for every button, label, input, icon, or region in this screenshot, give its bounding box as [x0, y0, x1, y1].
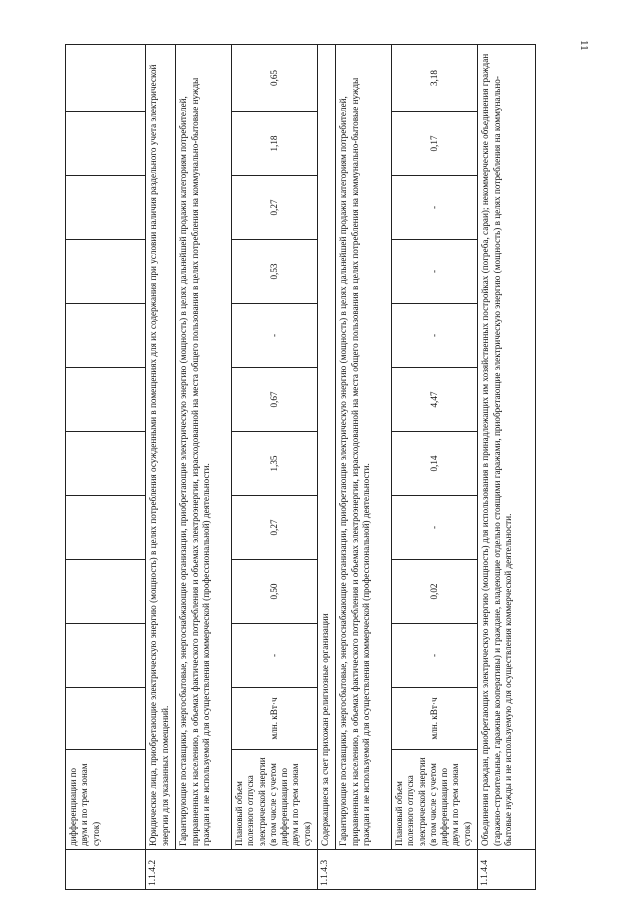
- section-title-row: [318, 45, 336, 890]
- section-title-row: [146, 45, 176, 890]
- value-cell: 0,67: [232, 368, 318, 432]
- value-cell: 0,17: [392, 112, 478, 176]
- value-cell: -: [392, 240, 478, 304]
- document-page: [65, 45, 555, 890]
- value-cell: -: [392, 624, 478, 688]
- section-code: 1.1.4.2: [146, 850, 318, 890]
- value-cell: -: [392, 304, 478, 368]
- value-cell: 3,18: [392, 45, 478, 112]
- section-code: 1.1.4.4: [478, 850, 536, 890]
- value-cell: 1,18: [232, 112, 318, 176]
- unit-cell: млн. кВт·ч: [392, 688, 478, 750]
- value-cell: 0,50: [232, 560, 318, 624]
- section-subtitle: Гарантирующие поставщики, энергосбытовые, энергоснабжающие организации, приобретающие электрическую энергию (мощность) в целях дальнейшей продажи категориям потребителей, приравненных к населению, в объемах фактического потребления и объемах электроэнергии, израсходованной на места общего пользования в целях потребления на коммунально-бытовые нужды граждан и не используемой для осуществления коммерческой (профессиональной) деятельности.: [176, 45, 232, 850]
- value-cell: -: [392, 176, 478, 240]
- unit-cell: млн. кВт·ч: [232, 688, 318, 750]
- section-title: Юридические лица, приобретающие электрическую энергию (мощность) в целях потребления осужденными в помещениях для их содержания при условии наличия раздельного учета электрической энергии для указанных помещений.: [146, 45, 176, 850]
- value-cell: 0,27: [232, 176, 318, 240]
- value-cell: 0,14: [392, 432, 478, 496]
- value-cell: 0,53: [232, 240, 318, 304]
- value-cell: 0,27: [232, 496, 318, 560]
- section-title: Содержащиеся за счет прихожан религиозные организации: [318, 45, 336, 850]
- section-title-row: [478, 45, 536, 890]
- row-label: Плановый объем полезного отпуска электрической энергии (в том числе с учетом дифференциации по двум и по трем зонам суток): [232, 750, 318, 850]
- section-subtitle: Гарантирующие поставщики, энергосбытовые, энергоснабжающие организации, приобретающие электрическую энергию (мощность) в целях дальнейшей продажи категориям потребителей, приравненных к населению, в объемах фактического потребления и объемах электроэнергии, израсходованной на места общего пользования в целях потребления на коммунально-бытовые нужды граждан и не используемой для осуществления коммерческой (профессиональной) деятельности.: [336, 45, 392, 850]
- value-cell: 0,65: [232, 45, 318, 112]
- table-row: [66, 45, 146, 890]
- page-number: 11: [578, 40, 590, 51]
- row-label: Плановый объем полезного отпуска электрической энергии (в том числе с учетом дифференциации по двум и по трем зонам суток): [392, 750, 478, 850]
- section-code: 1.1.4.3: [318, 850, 478, 890]
- table-row: [392, 45, 478, 890]
- value-cell: 4,47: [392, 368, 478, 432]
- rotated-table-container: [65, 45, 555, 890]
- value-cell: -: [392, 496, 478, 560]
- tariff-table: [65, 44, 536, 890]
- row-label: дифференциации по двум и по трем зонам суток): [66, 750, 146, 850]
- value-cell: 0,02: [392, 560, 478, 624]
- value-cell: 1,35: [232, 432, 318, 496]
- value-cell: -: [232, 624, 318, 688]
- value-cell: -: [232, 304, 318, 368]
- section-subtitle-row: [176, 45, 232, 890]
- table-cell: [66, 850, 146, 890]
- section-subtitle-row: [336, 45, 392, 890]
- table-row: [232, 45, 318, 890]
- section-title: Объединения граждан, приобретающих электрическую энергию (мощность) для использования в принадлежащих им хозяйственных постройках (погреба, сараи); некоммерческие объединения граждан (гаражно-строительные, гаражные кооперативы) и граждане, владеющие отдельно стоящими гаражами, приобретающие электрическую энергию (мощность) в целях потребления на коммунально-бытовые нужды и не используемую для осуществления коммерческой деятельности.: [478, 45, 536, 850]
